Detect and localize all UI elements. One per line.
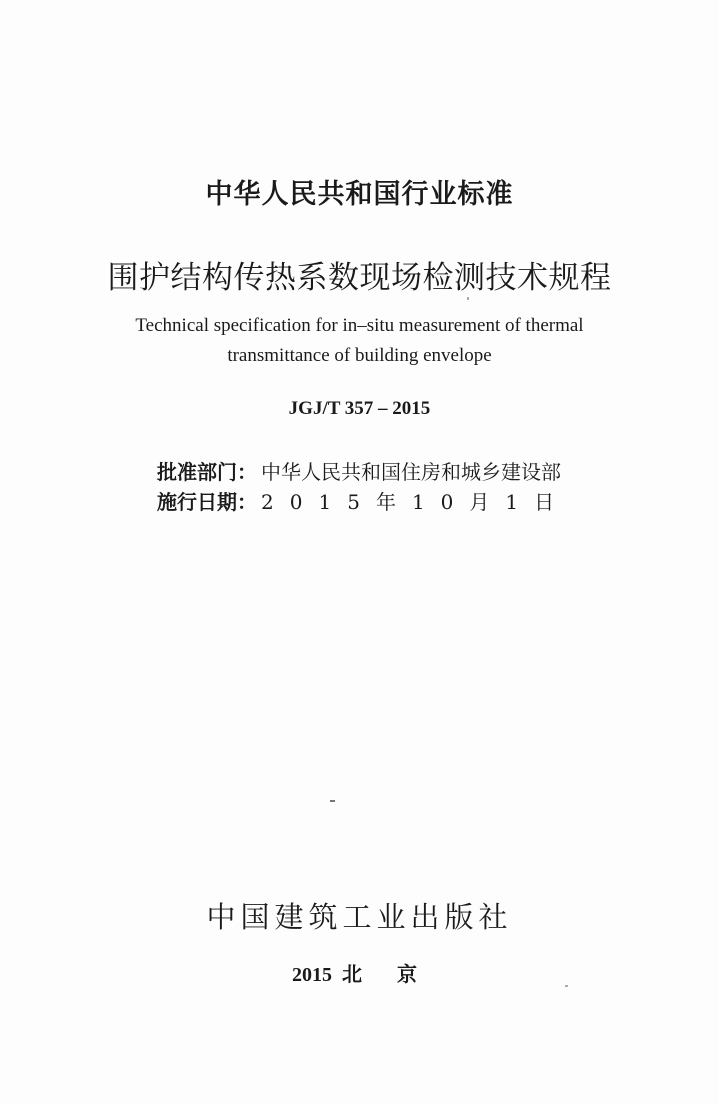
- effective-date-chars: [261, 490, 570, 514]
- effective-date-char: 1: [505, 490, 519, 514]
- effective-date-char: 0: [289, 490, 303, 514]
- publisher-name: 中国建筑工业出版社: [206, 900, 513, 934]
- effective-label: 施行日期: [157, 490, 237, 514]
- english-title-line-1: Technical specification for in–situ measurement of thermal: [135, 315, 584, 336]
- effective-date-char: 月: [469, 490, 490, 514]
- effective-date: [157, 486, 570, 515]
- effective-date-char: 0: [440, 490, 454, 514]
- approval-department: [157, 456, 561, 485]
- scan-mark: [330, 800, 335, 802]
- effective-date-char: 2: [261, 490, 274, 514]
- approval-value: 中华人民共和国住房和城乡建设部: [261, 460, 561, 484]
- english-title-line-2: transmittance of building envelope: [227, 345, 492, 366]
- approval-label: 批准部门: [157, 460, 237, 484]
- publication-year: 2015: [292, 964, 333, 986]
- effective-date-char: 1: [411, 490, 425, 514]
- effective-date-char: 1: [318, 490, 332, 514]
- approval-separator: ：: [237, 460, 257, 484]
- effective-date-char: 年: [375, 490, 396, 514]
- chinese-title: 围护结构传热系数现场检测技术规程: [107, 260, 612, 296]
- effective-separator: ：: [237, 490, 257, 514]
- publication-place: [0, 958, 719, 987]
- effective-date-char: 日: [534, 490, 555, 514]
- publication-city: 北 京: [342, 962, 427, 986]
- scan-speck: [467, 297, 469, 300]
- standard-code: JGJ/T 357 – 2015: [288, 398, 431, 419]
- scan-speck: [565, 985, 568, 987]
- effective-date-char: 5: [347, 490, 360, 514]
- series-title: 中华人民共和国行业标准: [205, 179, 514, 210]
